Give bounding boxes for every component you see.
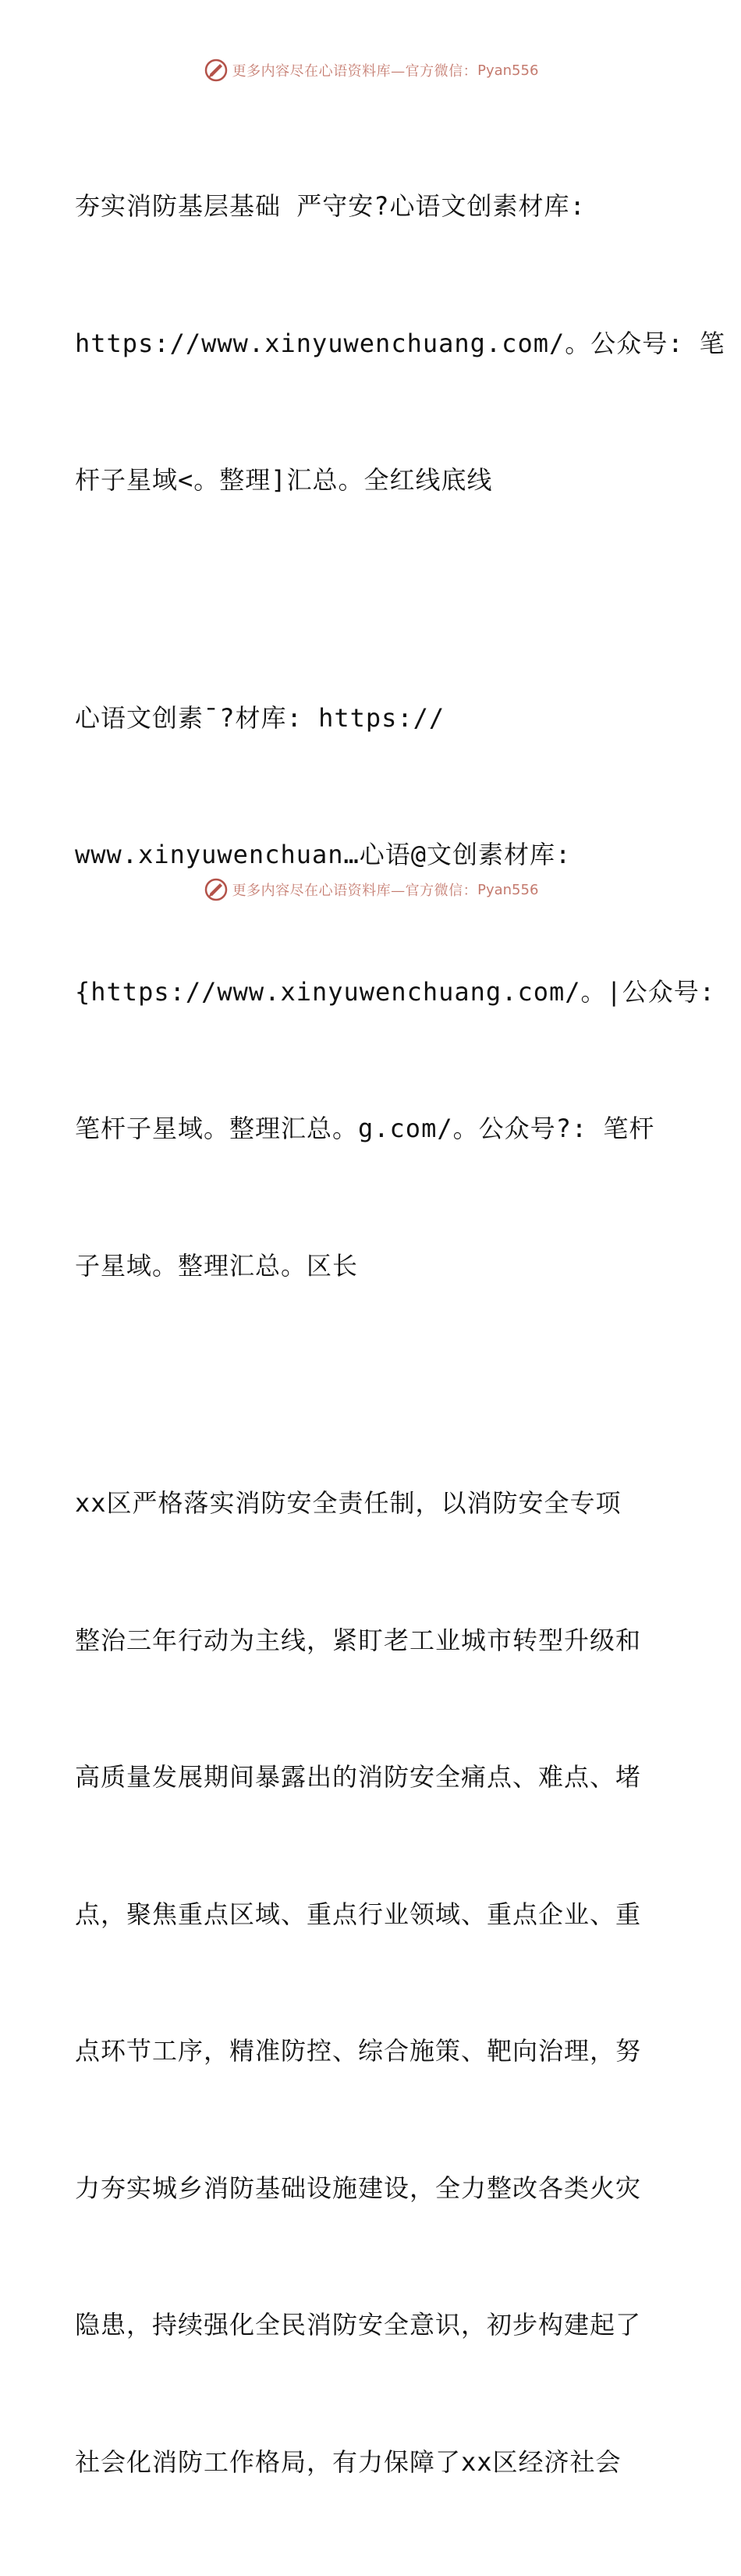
text-line: 整治三年行动为主线，紧盯老工业城市转型升级和 bbox=[75, 1625, 642, 1655]
text-line: 力夯实城乡消防基础设施建设，全力整改各类火灾 bbox=[75, 2173, 642, 2203]
paragraph-3 bbox=[75, 1389, 668, 2576]
text-line: 心语文创素¯?材库: https:// bbox=[75, 702, 445, 733]
document-body bbox=[75, 92, 725, 2576]
text-line: 点，聚焦重点区域、重点行业领域、重点企业、重 bbox=[75, 1899, 642, 1929]
banner-handle: Pyan556 bbox=[477, 62, 539, 79]
brand-logo-icon bbox=[203, 57, 229, 83]
banner-text: 更多内容尽在心语资料库—官方微信： bbox=[232, 883, 478, 899]
footer-banner bbox=[0, 874, 741, 905]
text-line: 夯实消防基层基础 严守安?心语文创素材库: bbox=[75, 191, 586, 221]
text-line: www.xinyuwenchuan…心语@文创素材库: bbox=[75, 840, 572, 869]
text-line: 笔杆子星域。整理汇总。g.com/。公众号?: 笔杆 bbox=[75, 1114, 655, 1143]
text-line: xx区严格落实消防安全责任制，以消防安全专项 bbox=[75, 1488, 622, 1518]
paragraph-1 bbox=[75, 92, 725, 595]
text-line: 杆子星域<。整理]汇总。全红线底线 bbox=[75, 465, 493, 495]
text-line: 社会化消防工作格局，有力保障了xx区经济社会 bbox=[75, 2446, 622, 2477]
header-banner bbox=[0, 55, 741, 86]
paragraph-2 bbox=[75, 604, 716, 1380]
text-line: 高质量发展期间暴露出的消防安全痛点、难点、堵 bbox=[75, 1762, 642, 1792]
text-line: {https://www.xinyuwenchuang.com/。|公众号: bbox=[75, 976, 716, 1007]
text-line: 子星域。整理汇总。区长 bbox=[75, 1250, 359, 1281]
text-line: 隐患，持续强化全民消防安全意识，初步构建起了 bbox=[75, 2310, 642, 2340]
banner-text: 更多内容尽在心语资料库—官方微信： bbox=[232, 63, 478, 80]
banner-handle: Pyan556 bbox=[477, 881, 539, 898]
brand-logo-icon bbox=[203, 876, 229, 903]
text-line: https://www.xinyuwenchuang.com/。公众号: 笔 bbox=[75, 328, 725, 358]
text-line: 点环节工序，精准防控、综合施策、靶向治理，努 bbox=[75, 2036, 642, 2066]
